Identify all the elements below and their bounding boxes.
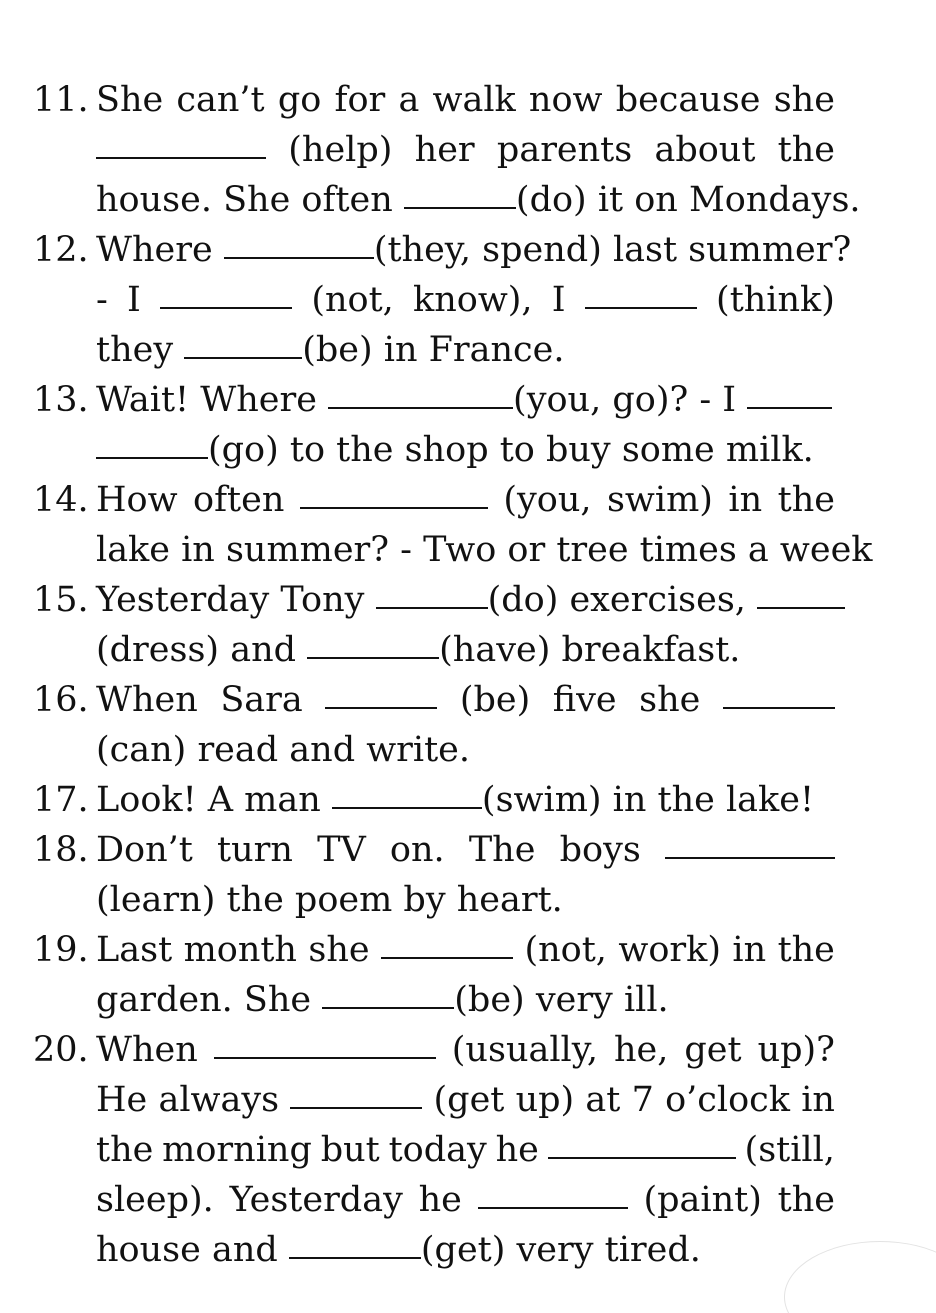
sentence-word: in [728, 480, 763, 520]
sentence-word: sleep). [96, 1180, 214, 1220]
sentence-word: the [777, 1180, 835, 1220]
sentence-word: When [96, 1030, 198, 1070]
sentence-text: (swim) in the lake! [481, 780, 815, 820]
sentence-word: in [732, 930, 767, 970]
answer-blank[interactable] [325, 673, 437, 709]
answer-blank[interactable] [160, 273, 292, 309]
sentence-word: can’t [176, 80, 265, 120]
sentence-word: (be) [459, 680, 531, 720]
sentence-word: (you, [503, 480, 592, 520]
sentence-word: always [158, 1080, 280, 1120]
sentence-word: in [801, 1080, 835, 1120]
exercise-line [96, 475, 835, 525]
sentence-word: he [495, 1130, 539, 1170]
answer-blank[interactable] [307, 623, 439, 659]
exercise-line [96, 75, 835, 125]
exercise-line [96, 1225, 835, 1275]
exercise-number: 20. [33, 1030, 89, 1070]
sentence-word: When [96, 680, 198, 720]
sentence-word: (help) [288, 130, 393, 170]
sentence-word: up) [515, 1080, 575, 1120]
sentence-word: walk [432, 80, 516, 120]
exercise-line [96, 1175, 835, 1225]
exercise-line [96, 1025, 835, 1075]
sentence-word: for [334, 80, 386, 120]
sentence-word: know), [413, 280, 533, 320]
sentence-text: house. She often [96, 180, 404, 220]
sentence-word: Sara [220, 680, 303, 720]
answer-blank[interactable] [747, 373, 832, 409]
exercise-line [96, 575, 835, 625]
sentence-word: up)? [757, 1030, 835, 1070]
exercise-line [96, 975, 835, 1025]
sentence-text: lake in summer? - Two or tree times a week [96, 530, 873, 570]
sentence-word: (still, [744, 1130, 835, 1170]
sentence-word: five [552, 680, 617, 720]
exercise-line [96, 125, 835, 175]
sentence-word: go [277, 80, 322, 120]
exercise-line [96, 525, 873, 575]
answer-blank[interactable] [290, 1073, 422, 1109]
answer-blank[interactable] [214, 1023, 436, 1059]
sentence-text: Look! A man [96, 780, 332, 820]
exercise-line [96, 225, 852, 275]
sentence-word: I [127, 280, 141, 320]
answer-blank[interactable] [289, 1223, 421, 1259]
sentence-word: Last [96, 930, 173, 970]
sentence-text: house and [96, 1230, 289, 1270]
sentence-word: TV [317, 830, 366, 870]
exercise-line [96, 825, 835, 875]
answer-blank[interactable] [585, 273, 697, 309]
sentence-word: she [308, 930, 370, 970]
sentence-word: (not, [524, 930, 607, 970]
exercise-line [96, 325, 835, 375]
sentence-word: (usually, [451, 1030, 598, 1070]
exercise-line [96, 1075, 835, 1125]
sentence-text: (can) read and write. [96, 730, 471, 770]
sentence-word: he, [614, 1030, 669, 1070]
sentence-word: boys [559, 830, 641, 870]
sentence-word: parents [496, 130, 633, 170]
sentence-word: at [585, 1080, 621, 1120]
sentence-text: (do) exercises, [487, 580, 758, 620]
sentence-word: (not, [311, 280, 394, 320]
exercise-number: 14. [33, 480, 89, 520]
sentence-text: (be) very ill. [454, 980, 669, 1020]
exercise-number: 16. [33, 680, 89, 720]
sentence-text: Wait! Where [96, 380, 329, 420]
sentence-word: work) [618, 930, 721, 970]
exercise-line [96, 725, 835, 775]
sentence-word: I [551, 280, 566, 320]
answer-blank[interactable] [404, 173, 516, 209]
sentence-word: 7 [631, 1080, 654, 1120]
exercise-line [96, 375, 835, 425]
sentence-word: but [320, 1130, 380, 1170]
sentence-word: the [96, 1130, 154, 1170]
sentence-word: - [96, 280, 108, 320]
answer-blank[interactable] [381, 923, 513, 959]
sentence-word: She [96, 80, 164, 120]
exercise-number: 15. [33, 580, 89, 620]
sentence-word: (think) [716, 280, 835, 320]
exercise-line [96, 775, 835, 825]
sentence-word: get [684, 1030, 742, 1070]
answer-blank[interactable] [96, 123, 266, 159]
sentence-word: her [414, 130, 475, 170]
sentence-word: o’clock [665, 1080, 790, 1120]
sentence-word: because [615, 80, 761, 120]
sentence-text: (go) to the shop to buy some milk. [208, 430, 814, 470]
exercise-line [96, 625, 835, 675]
answer-blank[interactable] [332, 773, 482, 809]
sentence-word: now [528, 80, 603, 120]
sentence-word: How [96, 480, 178, 520]
exercise-line [96, 875, 835, 925]
sentence-word: the [777, 480, 835, 520]
sentence-word: she [773, 80, 835, 120]
sentence-word: on. [389, 830, 445, 870]
exercise-number: 17. [33, 780, 89, 820]
sentence-text: (have) breakfast. [439, 630, 741, 670]
answer-blank[interactable] [328, 373, 513, 409]
exercise-line [96, 275, 835, 325]
answer-blank[interactable] [322, 973, 454, 1009]
sentence-text: Where [96, 230, 224, 270]
answer-blank[interactable] [723, 673, 835, 709]
answer-blank[interactable] [665, 823, 835, 859]
exercise-number: 13. [33, 380, 89, 420]
answer-blank[interactable] [376, 573, 488, 609]
sentence-word: (get [433, 1080, 505, 1120]
sentence-text: (do) it on Mondays. [515, 180, 861, 220]
sentence-word: Yesterday [229, 1180, 403, 1220]
sentence-text: (dress) and [96, 630, 308, 670]
sentence-word: she [639, 680, 701, 720]
sentence-word: a [398, 80, 420, 120]
sentence-word: often [193, 480, 285, 520]
exercise-line [96, 925, 835, 975]
sentence-word: The [468, 830, 536, 870]
exercise-number: 11. [33, 80, 89, 120]
sentence-word: morning [162, 1130, 312, 1170]
exercise-number: 19. [33, 930, 89, 970]
sentence-word: (paint) [643, 1180, 762, 1220]
exercise-line [96, 675, 835, 725]
sentence-word: today [388, 1130, 487, 1170]
answer-blank[interactable] [478, 1173, 628, 1209]
sentence-word: he [418, 1180, 462, 1220]
sentence-word: turn [217, 830, 293, 870]
sentence-text: (you, go)? - I [513, 380, 748, 420]
sentence-word: about [654, 130, 756, 170]
sentence-text: (learn) the poem by heart. [96, 880, 563, 920]
exercise-line [96, 1125, 835, 1175]
sentence-word: month [183, 930, 297, 970]
exercise-number: 12. [33, 230, 89, 270]
sentence-word: the [777, 130, 835, 170]
sentence-word: swim) [606, 480, 713, 520]
answer-blank[interactable] [96, 423, 208, 459]
sentence-text: they [96, 330, 185, 370]
exercise-line [96, 175, 861, 225]
answer-blank[interactable] [184, 323, 302, 359]
sentence-word: He [96, 1080, 148, 1120]
exercise-line [96, 425, 835, 475]
sentence-word: the [777, 930, 835, 970]
answer-blank[interactable] [548, 1123, 736, 1159]
answer-blank[interactable] [224, 223, 374, 259]
sentence-text: (get) very tired. [420, 1230, 701, 1270]
sentence-text: garden. She [96, 980, 323, 1020]
exercise-number: 18. [33, 830, 89, 870]
sentence-text: (they, spend) last summer? [373, 230, 852, 270]
answer-blank[interactable] [300, 473, 488, 509]
sentence-word: Don’t [96, 830, 193, 870]
answer-blank[interactable] [757, 573, 845, 609]
sentence-text: Yesterday Tony [96, 580, 376, 620]
sentence-text: (be) in France. [302, 330, 565, 370]
